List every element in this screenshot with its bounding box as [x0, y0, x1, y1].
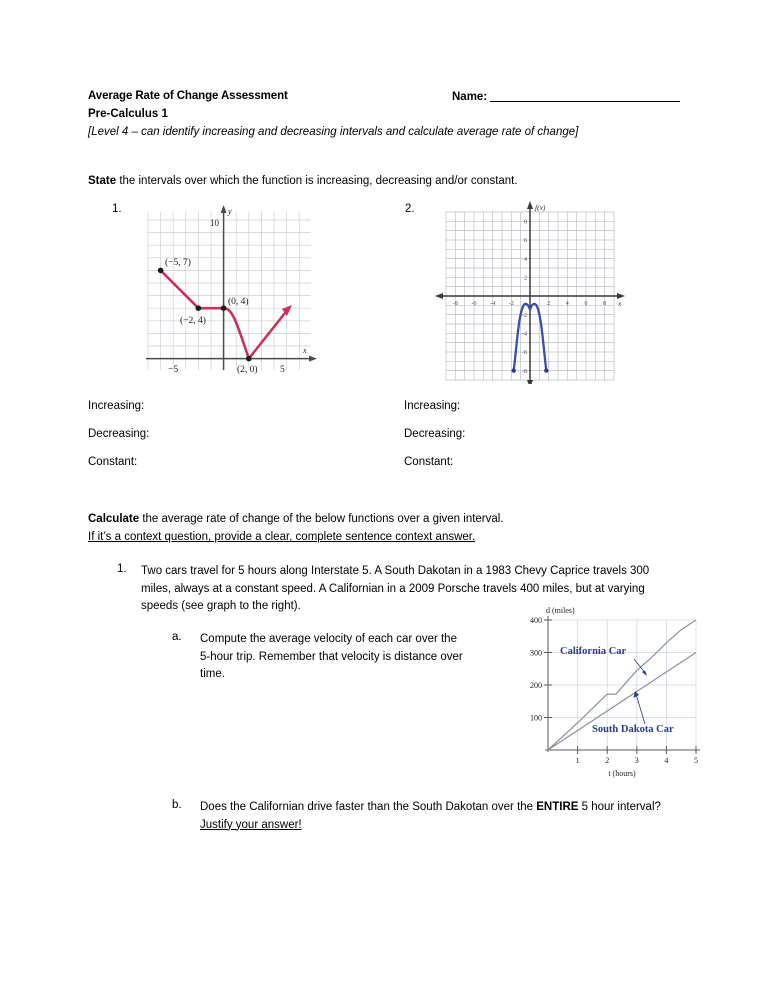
svg-text:300: 300 — [530, 648, 542, 658]
increasing-prompt-right[interactable]: Increasing: — [404, 400, 461, 412]
graph-piecewise-svg — [140, 200, 320, 378]
y-axis-arrow-up — [527, 201, 533, 209]
svg-text:2: 2 — [605, 756, 610, 765]
question-1b-text — [200, 799, 670, 834]
calculate-instruction — [88, 513, 504, 525]
problem-2-number: 2. — [405, 203, 415, 215]
state-instruction-keyword: State — [88, 175, 117, 187]
calculate-instruction-keyword: Calculate — [88, 513, 140, 525]
x-tick-labels — [576, 756, 698, 765]
question-1a-number: a. — [172, 631, 182, 643]
south-dakota-leader — [636, 694, 645, 724]
x-axis-label: x — [303, 346, 307, 355]
y-tick-10: 10 — [210, 218, 219, 228]
y-axis-title: d (miles) — [546, 606, 575, 615]
svg-text:4: 4 — [565, 301, 569, 307]
svg-text:8: 8 — [603, 301, 607, 307]
svg-text:6: 6 — [584, 301, 588, 307]
graph-quartic-svg — [432, 198, 628, 384]
svg-text:2: 2 — [547, 301, 551, 307]
california-leader-arrow — [642, 671, 647, 677]
decreasing-prompt-left[interactable]: Decreasing: — [88, 428, 150, 440]
level-note: [Level 4 – can identify increasing and decreasing intervals and calculate average rate of change] — [88, 126, 579, 138]
svg-text:-6: -6 — [522, 350, 527, 356]
constant-prompt-left[interactable]: Constant: — [88, 456, 138, 468]
grid-lines — [148, 212, 311, 370]
function-curve — [161, 270, 285, 358]
point-label-d: (2, 0) — [237, 365, 258, 375]
x-axis-label: x — [618, 299, 622, 308]
question-1b-emphasis: ENTIRE — [536, 801, 579, 813]
state-instruction-text: the intervals over which the function is increasing, decreasing and/or constant. — [116, 175, 518, 187]
svg-text:-4: -4 — [522, 331, 527, 338]
constant-prompt-right[interactable]: Constant: — [404, 456, 454, 468]
calculate-instruction-text: the average rate of change of the below functions over a given interval. — [139, 513, 504, 525]
x-axis-arrow-left — [435, 293, 443, 299]
question-1b-pre: Does the Californian drive faster than the South Dakotan over the — [200, 801, 537, 813]
course-subtitle: Pre-Calculus 1 — [88, 108, 168, 120]
y-tick-labels — [530, 616, 542, 723]
point-label-a: (−5, 7) — [165, 258, 191, 268]
svg-text:4: 4 — [524, 256, 527, 263]
problem-1-number: 1. — [112, 203, 122, 215]
question-1b-justify: Justify your answer! — [200, 818, 302, 831]
svg-text:-6: -6 — [471, 301, 477, 307]
svg-text:400: 400 — [530, 616, 542, 625]
context-instruction-text: If it’s a context question, provide a clear, complete sentence context answer. — [88, 531, 476, 543]
state-instruction — [88, 175, 518, 187]
decreasing-prompt-right[interactable]: Decreasing: — [404, 428, 466, 440]
svg-text:-2: -2 — [508, 301, 514, 307]
question-1b-number: b. — [172, 799, 182, 811]
y-axis-arrow — [221, 205, 227, 213]
y-tick-labels — [522, 220, 527, 375]
y-axis-label: y — [228, 207, 232, 216]
svg-text:-4: -4 — [490, 301, 496, 307]
point-label-c: (0, 4) — [228, 297, 249, 307]
graph-distance-time — [518, 602, 708, 782]
name-blank-line[interactable] — [490, 90, 680, 102]
x-axis-title: t (hours) — [608, 769, 636, 778]
svg-text:-8: -8 — [522, 368, 527, 375]
x-axis-arrow — [309, 356, 317, 362]
svg-text:100: 100 — [530, 713, 542, 723]
y-axis-label: f(x) — [535, 203, 546, 212]
svg-text:-2: -2 — [522, 312, 527, 319]
south-dakota-car-line — [548, 653, 696, 751]
question-1-text: Two cars travel for 5 hours along Interstate 5. A South Dakotan in a 1983 Chevy Caprice travels 300 miles, always at a constant speed. A Californian in a 2009 Porsche travels 400 miles, but at varying speeds (see graph to the right). — [141, 565, 650, 612]
svg-text:1: 1 — [575, 756, 580, 765]
name-field-label — [452, 90, 680, 103]
svg-text:4: 4 — [664, 756, 669, 765]
question-1b-mid: 5 hour interval? — [578, 801, 661, 813]
question-1-number: 1. — [117, 563, 127, 575]
x-tick-minus5: −5 — [168, 365, 179, 375]
increasing-prompt-left[interactable]: Increasing: — [88, 400, 145, 412]
page-title: Average Rate of Change Assessment — [88, 90, 288, 102]
name-label-text: Name: — [452, 91, 488, 103]
svg-text:3: 3 — [634, 756, 639, 765]
x-tick-5: 5 — [280, 365, 285, 375]
svg-text:6: 6 — [524, 238, 527, 244]
svg-text:5: 5 — [694, 756, 698, 765]
question-1a-text: Compute the average velocity of each car over the 5-hour trip. Remember that velocity is distance over time. — [200, 633, 463, 680]
south-dakota-car-label: South Dakota Car — [592, 724, 674, 735]
svg-text:-8: -8 — [452, 301, 458, 307]
svg-text:200: 200 — [530, 681, 542, 690]
graph-quartic — [432, 198, 628, 384]
graph-distance-time-svg — [518, 602, 708, 782]
california-car-label: California Car — [560, 646, 627, 657]
svg-text:2: 2 — [524, 275, 527, 282]
context-instruction — [88, 531, 475, 543]
axes — [440, 208, 620, 382]
y-axis-arrow-down — [527, 380, 533, 384]
graph-piecewise — [140, 200, 320, 378]
svg-text:8: 8 — [524, 219, 527, 226]
point-label-b: (−2, 4) — [180, 316, 206, 326]
